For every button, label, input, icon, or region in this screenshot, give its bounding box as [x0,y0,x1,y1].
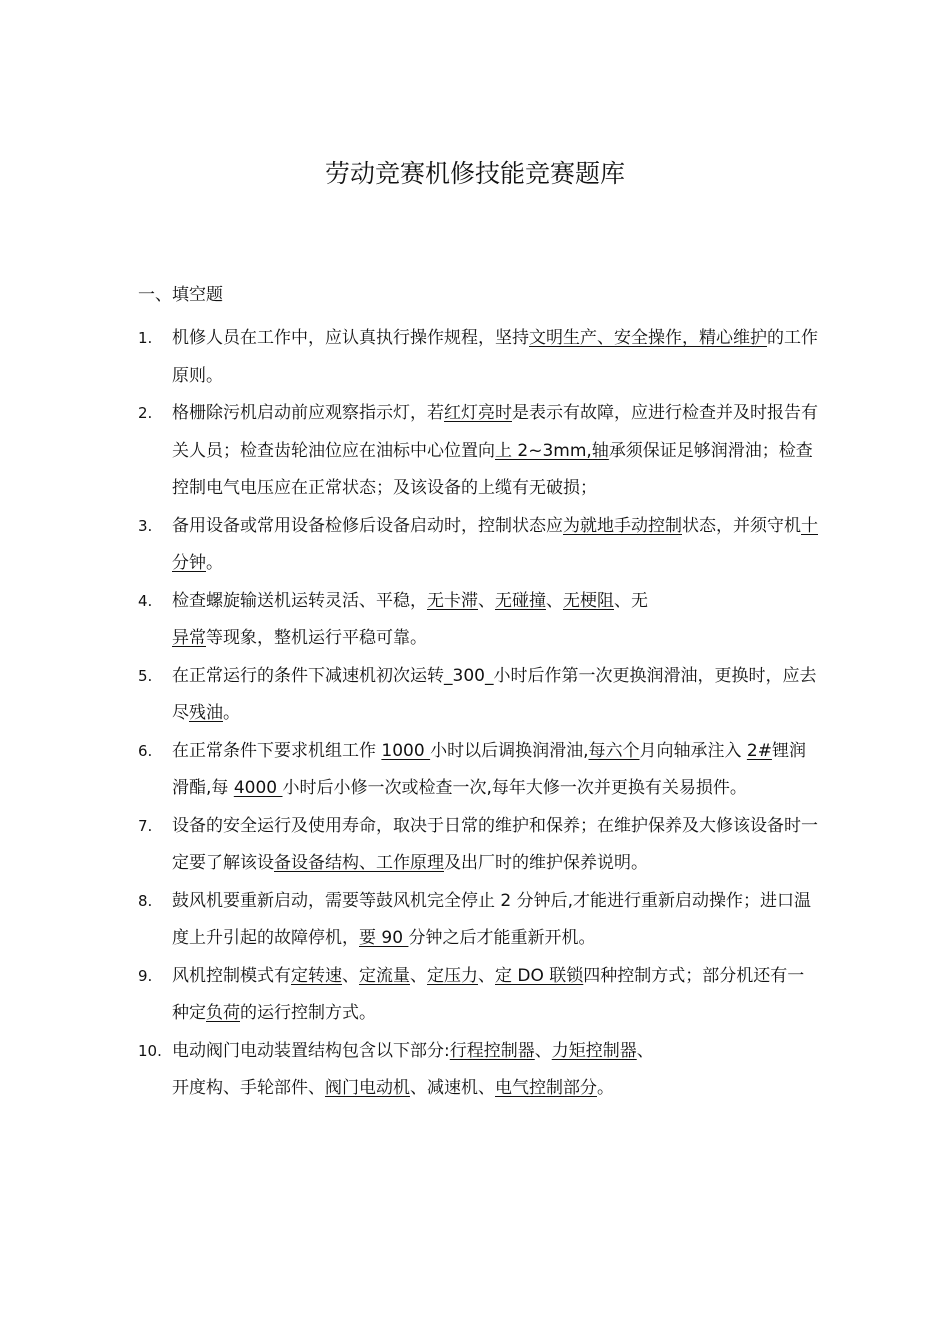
question-number: 9. [138,966,153,985]
answer-blank: 负荷 [206,1003,240,1023]
question-item [138,733,818,808]
question-fragment: 、无 [614,590,648,611]
question-number: 5. [138,666,153,685]
answer-blank: 上 2~3mm,轴 [495,440,609,461]
question-number: 3. [138,516,153,535]
question-fragment: 的工作原则。 [172,328,818,386]
question-fragment: 。 [223,703,240,723]
question-fragment: 月向轴承注入 [639,740,747,761]
question-fragment: 分钟之后才能重新开机。 [408,928,596,948]
question-fragment: 格栅除污机启动前应观察指示灯，若 [172,403,444,423]
answer-blank: 电气控制部分 [495,1078,597,1098]
question-fragment: 承须保证足够润滑油；检查控制电气电压应在正常状态；及该设备的上缆有无破损； [172,440,813,498]
answer-blank: 阀门电动机 [325,1078,410,1098]
question-number: 2. [138,404,153,422]
question-fragment: 检查螺旋输送机运转灵活、平稳， [172,590,427,611]
question-number: 10. [138,1041,162,1060]
question-item [138,1033,818,1108]
question-fragment: 、减速机、 [410,1078,495,1098]
question-fragment: 备用设备或常用设备检修后设备启动时，控制状态应 [172,515,563,536]
question-number: 7. [138,816,153,835]
question-fragment: 风机控制模式有 [172,965,291,986]
question-fragment: 开度构、手轮部件、 [172,1078,325,1098]
answer-blank: 1000 [381,740,431,761]
question-fragment: 及出厂时的维护保养说明。 [444,853,648,873]
answer-blank: 文明生产、安全操作，精心维护 [529,328,767,348]
question-fragment: 设备的安全运行及使用寿命，取决于日常的维护和保养；在维护保养及大修该设备时一定要了解该设 [172,815,818,873]
question-text [172,591,648,649]
question-item [138,658,818,733]
section-heading: 一、填空题 [138,285,223,305]
answer-blank: 力矩控制器 [551,1040,637,1061]
question-item [138,958,818,1033]
answer-blank: 每六个 [588,740,640,761]
question-item [138,883,818,958]
answer-blank: 为就地手动控制 [563,515,682,536]
question-text [172,516,818,574]
answer-blank: 要 90 [359,928,409,948]
answer-blank: 备设备结构、工作原理 [274,853,444,873]
answer-blank: 十分钟 [172,515,818,573]
question-fragment: 、 [534,1040,552,1061]
question-item [138,320,818,395]
answer-blank: 4000 [233,778,283,798]
question-text [172,1041,654,1099]
question-number: 1. [138,329,153,347]
question-text [172,816,818,874]
question-fragment: 。 [597,1078,614,1098]
question-item [138,395,818,508]
question-fragment: 、 [410,965,427,986]
question-fragment: 、 [342,965,359,986]
answer-blank: 异常 [172,628,206,648]
question-fragment: 机修人员在工作中，应认真执行操作规程，坚持 [172,328,529,348]
question-list [138,320,818,1108]
document-title: 劳动竞赛机修技能竞赛题库 [324,159,625,188]
question-fragment: 锂润滑酯,每 [172,740,806,798]
question-item [138,808,818,883]
question-text [172,666,816,724]
question-fragment: 、 [546,590,563,611]
question-fragment: 鼓风机要重新启动，需要等鼓风机完全停止 2 分钟后,才能进行重新启动操作；进口温度上升引起的故障停机， [172,890,812,948]
question-fragment: 、 [478,590,495,611]
question-fragment: 小时以后调换润滑油, [430,740,589,761]
question-item [138,583,818,658]
question-fragment: 、 [478,965,495,986]
answer-blank: 无梗阻 [563,590,614,611]
question-item [138,508,818,583]
question-number: 6. [138,741,153,760]
question-fragment: 小时后小修一次或检查一次,每年大修一次并更换有关易损件。 [282,778,747,798]
answer-blank: 定 DO 联锁 [495,965,584,986]
answer-blank: 无碰撞 [495,590,546,611]
answer-blank: 无卡滞 [427,590,478,611]
question-number: 8. [138,891,153,910]
question-text [172,328,818,386]
question-fragment: 在正常运行的条件下减速机初次运转_300_小时后作第一次更换润滑油，更换时，应去尽 [172,665,817,723]
question-text [172,741,806,799]
answer-blank: 定压力 [427,965,478,986]
question-text [172,966,804,1024]
answer-blank: 2# [746,740,772,761]
answer-blank: 定转速 [291,965,342,986]
question-text [172,891,811,949]
question-fragment: 在正常条件下要求机组工作 [172,740,382,761]
question-fragment: 是表示有故障，应进行检查并及时报告有关人员；检查齿轮油位应在油标中心位置向 [172,403,818,461]
question-fragment: 的运行控制方式。 [240,1003,376,1023]
question-fragment: 、 [636,1040,654,1061]
question-text [172,403,818,498]
question-fragment: 状态，并须守机 [682,515,801,536]
question-fragment: 。 [206,553,223,573]
question-fragment: 电动阀门电动装置结构包含以下部分: [172,1040,450,1061]
question-fragment: 四种控制方式；部分机还有一种定 [172,965,805,1023]
answer-blank: 行程控制器 [449,1040,535,1061]
question-fragment: 等现象，整机运行平稳可靠。 [206,628,427,648]
question-number: 4. [138,591,153,610]
answer-blank: 红灯亮时 [444,403,512,423]
answer-blank: 定流量 [359,965,410,986]
answer-blank: 残油 [189,703,223,723]
